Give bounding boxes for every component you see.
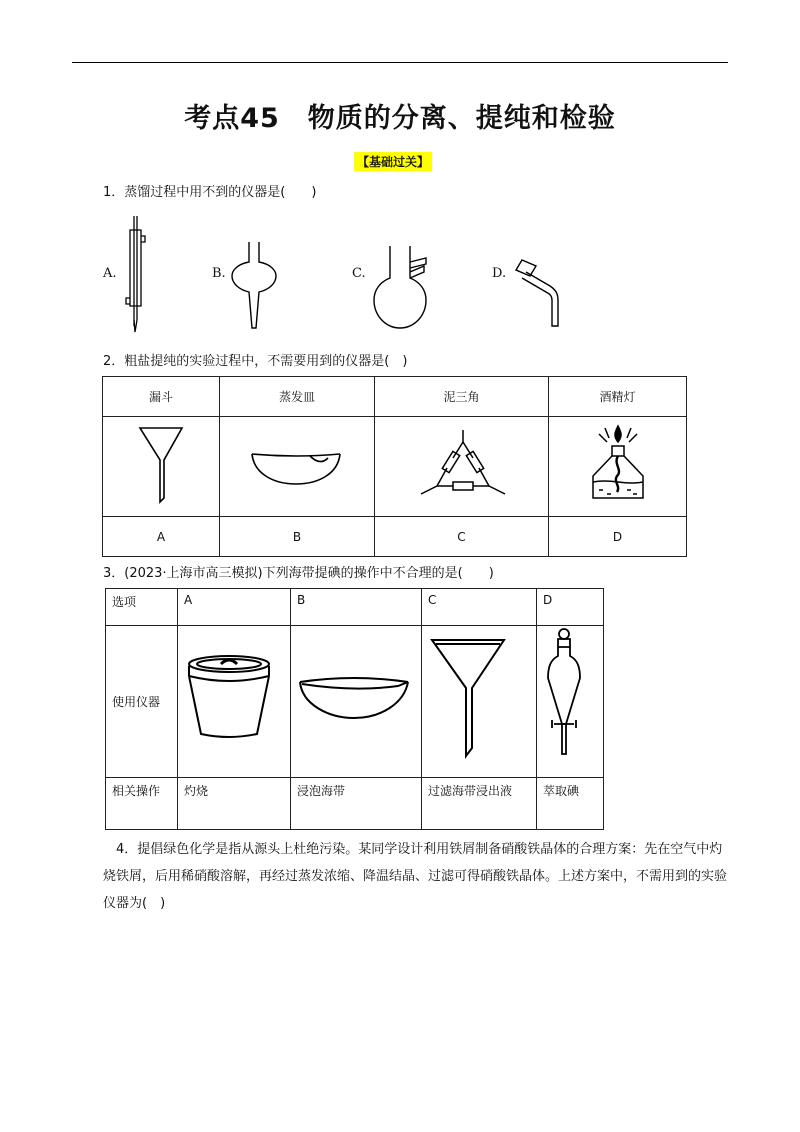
question-3-stem: 3．(2023·上海市高三模拟)下列海带提碘的操作中不合理的是( ) bbox=[103, 566, 494, 581]
q3-header-cell: A bbox=[178, 589, 291, 626]
q2-header-cell: 蒸发皿 bbox=[220, 377, 375, 417]
distillation-flask-icon bbox=[372, 244, 430, 332]
q2-header-cell: 漏斗 bbox=[103, 377, 220, 417]
q2-header-cell: 酒精灯 bbox=[549, 377, 687, 417]
q3-header-cell: C bbox=[422, 589, 537, 626]
q2-letter-cell: A bbox=[103, 517, 220, 557]
separatory-funnel-icon bbox=[230, 240, 278, 332]
evaporating-dish-icon bbox=[298, 670, 410, 722]
condenser-icon bbox=[122, 214, 150, 334]
q3-operation-cell: 萃取碘 bbox=[537, 778, 604, 830]
q3-header-cell: B bbox=[291, 589, 422, 626]
bent-adapter-icon bbox=[512, 258, 564, 330]
funnel-icon bbox=[430, 638, 506, 758]
section-badge: 【基础过关】 bbox=[354, 152, 432, 171]
evaporating-dish-icon bbox=[250, 444, 342, 488]
question-2-stem: 2．粗盐提纯的实验过程中，不需要用到的仪器是( ) bbox=[103, 354, 408, 369]
q1-option-b-label: B. bbox=[212, 266, 226, 281]
q3-operation-cell: 浸泡海带 bbox=[291, 778, 422, 830]
funnel-icon bbox=[138, 426, 184, 504]
header-rule bbox=[72, 62, 728, 63]
q2-header-cell: 泥三角 bbox=[375, 377, 549, 417]
q3-operation-cell: 灼烧 bbox=[178, 778, 291, 830]
q3-operation-label: 相关操作 bbox=[106, 778, 178, 830]
crucible-icon bbox=[187, 654, 271, 738]
q3-header-cell: D bbox=[537, 589, 604, 626]
q1-option-d-label: D. bbox=[492, 266, 507, 281]
separatory-funnel-icon bbox=[546, 628, 582, 758]
clay-triangle-icon bbox=[417, 428, 509, 496]
q3-operation-cell: 过滤海带浸出液 bbox=[422, 778, 537, 830]
q2-letter-cell: B bbox=[220, 517, 375, 557]
q1-option-c-label: C. bbox=[352, 266, 366, 281]
q2-letter-cell: D bbox=[549, 517, 687, 557]
page-title: 考点45 物质的分离、提纯和检验 bbox=[184, 103, 616, 134]
q3-instrument-label: 使用仪器 bbox=[106, 626, 178, 778]
q2-letter-cell: C bbox=[375, 517, 549, 557]
alcohol-lamp-icon bbox=[587, 424, 649, 504]
q1-option-a-label: A. bbox=[103, 266, 117, 281]
question-1-stem: 1．蒸馏过程中用不到的仪器是( ) bbox=[103, 185, 317, 200]
q3-header-cell: 选项 bbox=[106, 589, 178, 626]
question-4-stem: 4．提倡绿色化学是指从源头上杜绝污染。某同学设计利用铁屑制备硝酸铁晶体的合理方案：先在空气中灼烧铁屑，后用稀硝酸溶解，再经过蒸发浓缩、降温结晶、过滤可得硝酸铁晶体。上述方案中，不需用到的实验仪器为( ) bbox=[103, 842, 728, 911]
